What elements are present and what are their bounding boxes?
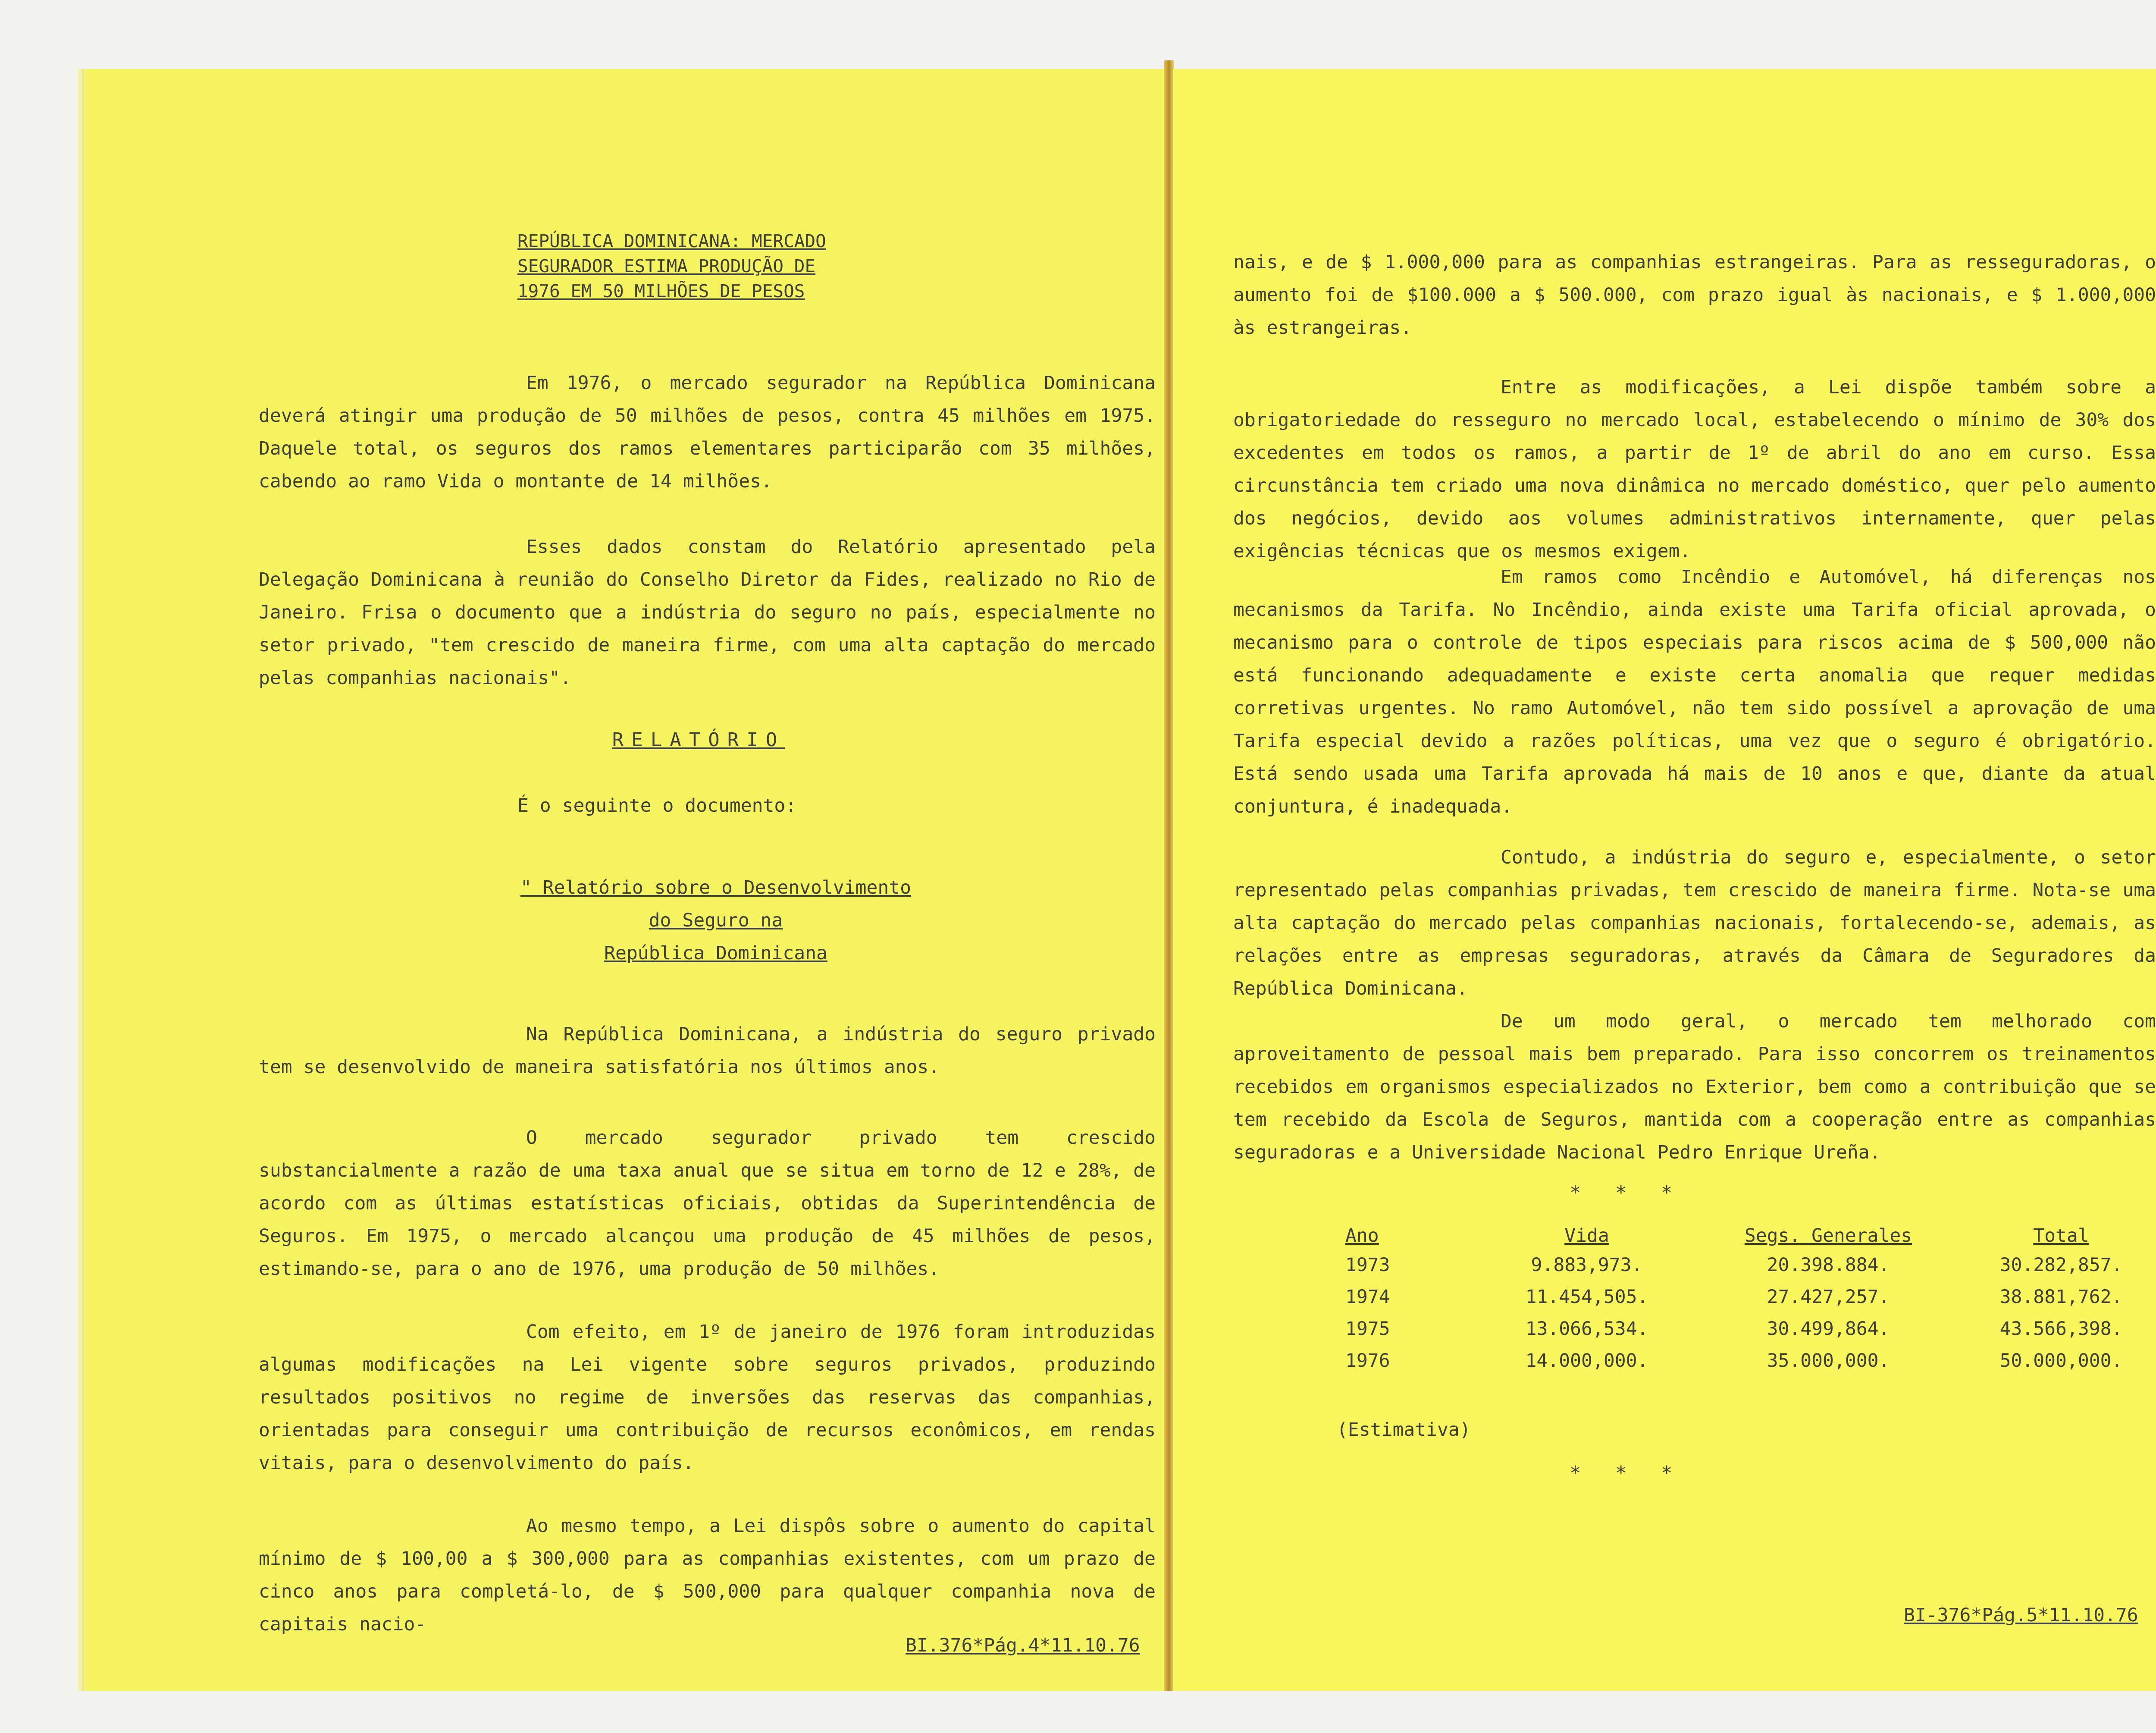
paragraph-3: Na República Dominicana, a indústria do seguro privado tem se desenvolvido de maneira satisfatória nos últimos anos. [259, 1023, 1156, 1078]
document-title-line-2: do Seguro na [649, 910, 783, 931]
headline [517, 229, 828, 304]
document-title-line-1: " Relatório sobre o Desenvolvimento [520, 877, 912, 898]
paragraph-4: O mercado segurador privado tem crescido substancialmente a razão de uma taxa anual que se situa em torno de 12 e 28%, de acordo com as últimas estatísticas oficiais, obtidas da Superintendência de Seguros. Em 1975, o mercado alcançou uma produção de 45 milhões de pesos, estimando-se, para o ano de 1976, uma produção de 50 milhões. [259, 1127, 1156, 1280]
page-footer-left: BI.376*Pág.4*11.10.76 [906, 1635, 1140, 1656]
headline-line-3: 1976 EM 50 MILHÕES DE PESOS [517, 281, 805, 301]
table-header-total: Total [2033, 1225, 2089, 1246]
table-cell: 35.000,000. [1767, 1350, 1890, 1372]
table-cell: 9.883,973. [1531, 1254, 1643, 1276]
headline-line-2: SEGURADOR ESTIMA PRODUÇÃO DE [517, 256, 816, 276]
table-cell: 38.881,762. [1999, 1286, 2123, 1308]
paragraph-r4: Contudo, a indústria do seguro e, especialmente, o setor representado pelas companhias privadas, tem crescido de maneira firme. Nota-se uma alta captação do mercado pelas companhias nacionais, fortalecendo-se, ademais, as relações entre as empresas seguradoras, através da Câmara de Seguradores da República Dominicana. [1233, 847, 2156, 999]
paragraph-r3: Em ramos como Incêndio e Automóvel, há diferenças nos mecanismos da Tarifa. No Incêndio, ainda existe uma Tarifa oficial aprovada, o mecanismo para o controle de tipos especiais para riscos acima de $ 500,000 não está funcionando adequadamente e existe certa anomalia que requer medidas corretivas urgentes. No ramo Automóvel, não tem sido possível a aprovação de uma Tarifa especial devido a razões políticas, uma vez que o seguro é obrigatório. Está sendo usada uma Tarifa aprovada há mais de 10 anos e que, diante da atual conjuntura, é inadequada. [1233, 566, 2156, 817]
paragraph-r2: Entre as modificações, a Lei dispõe também sobre a obrigatoriedade do resseguro no mercado local, estabelecendo o mínimo de 30% dos excedentes em todos os ramos, a partir de 1º de abril do ano em curso. Essa circunstância tem criado uma nova dinâmica no mercado doméstico, quer pelo aumento dos negócios, devido aos volumes administrativos internamente, quer pelas exigências técnicas que os mesmos exigem. [1233, 377, 2156, 562]
table-cell: 13.066,534. [1525, 1318, 1648, 1340]
intro-text: É o seguinte o documento: [517, 795, 797, 816]
table-header-ano: Ano [1345, 1225, 1379, 1246]
table-cell: 1973 [1345, 1254, 1390, 1276]
paragraph-2: Esses dados constam do Relatório apresentado pela Delegação Dominicana à reunião do Conselho Diretor da Fides, realizado no Rio de Janeiro. Frisa o documento que a indústria do seguro no país, especialmente no setor privado, "tem crescido de maneira firme, com uma alta captação do mercado pelas companhias nacionais". [259, 536, 1156, 689]
table-cell: 27.427,257. [1767, 1286, 1890, 1308]
book-spine [1164, 60, 1174, 1691]
left-page [86, 69, 1173, 1691]
production-table [1328, 1225, 2156, 1377]
paragraph-6: Ao mesmo tempo, a Lei dispôs sobre o aumento do capital mínimo de $ 100,00 a $ 300,000 para as companhias existentes, com um prazo de cinco anos para completá-lo, de $ 500,000 para qualquer companhia nova de capitais nacio- [259, 1515, 1156, 1635]
document-title-line-3: República Dominicana [604, 942, 827, 964]
paragraph-1: Em 1976, o mercado segurador na República Dominicana deverá atingir uma produção de 50 milhões de pesos, contra 45 milhões em 1975. Daquele total, os seguros dos ramos elementares participarão com 35 milhões, cabendo ao ramo Vida o montante de 14 milhões. [259, 372, 1156, 492]
table-row [1328, 1249, 2156, 1281]
paragraph-r1: nais, e de $ 1.000,000 para as companhias estrangeiras. Para as resseguradoras, o aumento foi de $100.000 a $ 500.000, com prazo igual às nacionais, e $ 1.000,000 às estrangeiras. [1233, 251, 2156, 339]
document-title [500, 871, 931, 970]
table-cell: 50.000,000. [1999, 1350, 2123, 1372]
headline-line-1: REPÚBLICA DOMINICANA: MERCADO [517, 231, 826, 251]
table-header-generales: Segs. Generales [1744, 1225, 1912, 1246]
table-cell: 14.000,000. [1525, 1350, 1648, 1372]
table-cell: 1975 [1345, 1318, 1390, 1340]
table-row [1328, 1345, 2156, 1377]
table-cell: 1974 [1345, 1286, 1390, 1308]
page-footer-right: BI-376*Pág.5*11.10.76 [1904, 1604, 2138, 1626]
separator-stars-2: * * * [1570, 1462, 1673, 1484]
table-row [1328, 1313, 2156, 1345]
table-cell: 11.454,505. [1525, 1286, 1648, 1308]
paragraph-5: Com efeito, em 1º de janeiro de 1976 foram introduzidas algumas modificações na Lei vigente sobre seguros privados, produzindo resultados positivos no regime de inversões das reservas das companhias, orientadas para conseguir uma contribuição de recursos econômicos, em rendas vitais, para o desenvolvimento do país. [259, 1321, 1156, 1474]
right-page [1173, 69, 2156, 1691]
separator-stars-1: * * * [1570, 1182, 1673, 1204]
table-cell: 43.566,398. [1999, 1318, 2123, 1340]
table-note: (Estimativa) [1337, 1419, 1471, 1441]
table-cell: 1976 [1345, 1350, 1390, 1372]
section-title: RELATÓRIO [612, 729, 785, 751]
table-header-vida: Vida [1564, 1225, 1609, 1246]
table-row [1328, 1281, 2156, 1313]
table-cell: 20.398.884. [1767, 1254, 1890, 1276]
paragraph-r5: De um modo geral, o mercado tem melhorado com aproveitamento de pessoal mais bem preparado. Para isso concorrem os treinamentos recebidos em organismos especializados no Exterior, bem como a contribuição que se tem recebido da Escola de Seguros, mantida com a cooperação entre as companhias seguradoras e a Universidade Nacional Pedro Enrique Ureña. [1233, 1011, 2156, 1163]
table-cell: 30.282,857. [1999, 1254, 2123, 1276]
table-cell: 30.499,864. [1767, 1318, 1890, 1340]
